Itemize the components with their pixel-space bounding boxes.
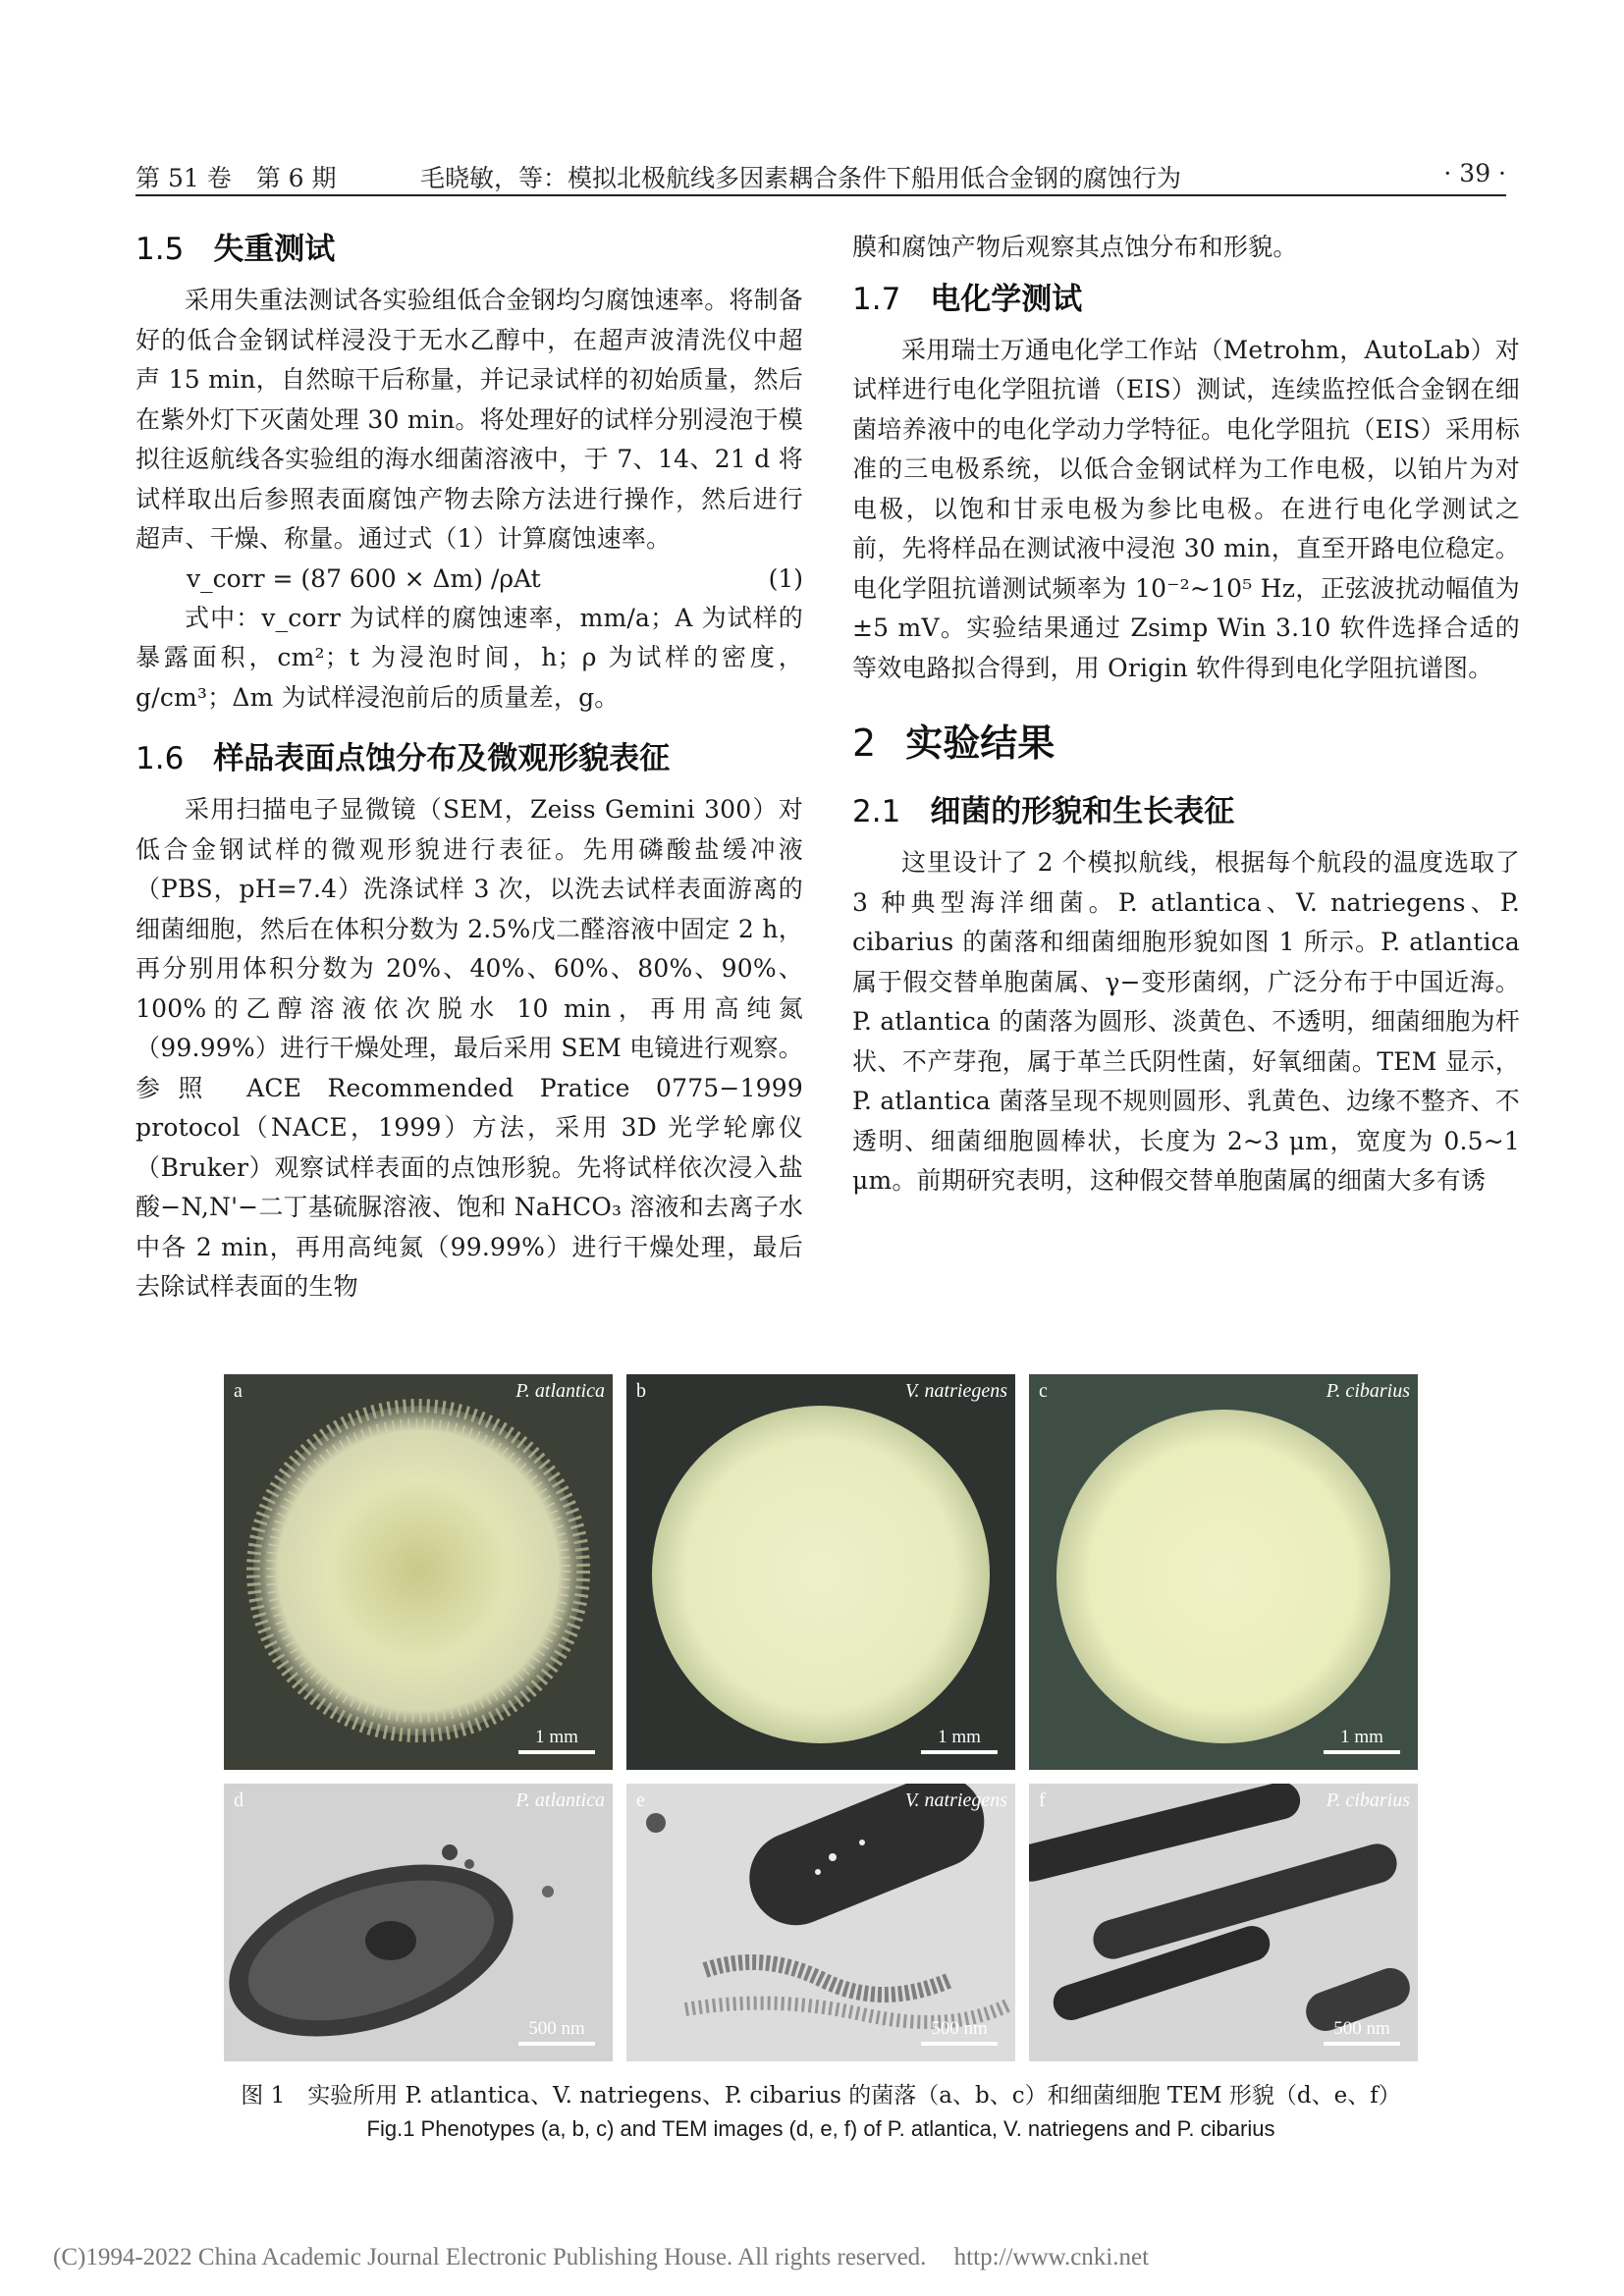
panel-species-label: P. cibarius — [1326, 1789, 1410, 1811]
section-heading-1-5: 1.5 失重测试 — [135, 232, 336, 267]
figure-panel-grid — [224, 1374, 1418, 2061]
panel-d-tem — [224, 1784, 613, 2061]
scale-bar: 1 mm — [1324, 1727, 1400, 1754]
running-header — [135, 147, 1506, 196]
paragraph-equation-symbols: 式中：v_corr 为试样的腐蚀速率，mm/a；A 为试样的暴露面积，cm²；t 为浸泡时间，h；ρ 为试样的密度，g/cm³；Δm 为试样浸泡前后的质量差，g。 — [135, 603, 803, 712]
paragraph-electrochemical: 采用瑞士万通电化学工作站（Metrohm，AutoLab）对试样进行电化学阻抗谱（EIS）测试，连续监控低合金钢在细菌培养液中的电化学动力学特征。电化学阻抗（EIS）采用标准的三电极系统，以低合金钢试样为工作电极，以铂片为对电极，以饱和甘汞电极为参比电极。在进行电化学测试之前，先将样品在测试液中浸泡 30 min，直至开路电位稳定。电化学阻抗谱测试频率为 10⁻²~10⁵ Hz，正弦波扰动幅值为±5 mV。实验结果通过 Zsimp Win 3.10 软件选择合适的等效电路拟合得到，用 Origin 软件得到电化学阻抗谱图。 — [852, 335, 1521, 682]
panel-c-colony — [1029, 1374, 1418, 1770]
paragraph-sem-method: 采用扫描电子显微镜（SEM，Zeiss Gemini 300）对低合金钢试样的微观形貌进行表征。先用磷酸盐缓冲液（PBS，pH=7.4）洗涤试样 3 次，以洗去试样表面游离的细菌细胞，然后在体积分数为 2.5%戊二醛溶液中固定 2 h，再分别用体积分数为 20%、40%、60%、80%、90%、100%的乙醇溶液依次脱水 10 min，再用高纯氮（99.99%）进行干燥处理，最后采用 SEM 电镜进行观察。参照 ACE Recommended Pratice 0775−1999 protocol（NACE，1999）方法，采用 3D 光学轮廓仪（Bruker）观察试样表面的点蚀形貌。先将试样依次浸入盐酸−N,N'−二丁基硫脲溶液、饱和 NaHCO₃ 溶液和去离子水中各 2 min，再用高纯氮（99.99%）进行干燥处理，最后去除试样表面的生物 — [135, 795, 803, 1301]
left-column — [135, 228, 803, 1308]
section-heading-2: 2 实验结果 — [852, 721, 1056, 765]
panel-letter: f — [1039, 1789, 1046, 1811]
scale-bar: 500 nm — [1324, 2018, 1400, 2046]
copyright-footer — [53, 2244, 1149, 2271]
scale-bar: 500 nm — [921, 2018, 998, 2046]
colony-image-c — [1029, 1374, 1418, 1770]
paragraph-continued: 膜和腐蚀产物后观察其点蚀分布和形貌。 — [852, 233, 1298, 261]
equation-number: (1) — [768, 563, 803, 593]
copyright-text: (C)1994-2022 China Academic Journal Electronic Publishing House. All rights reserved. — [53, 2244, 927, 2270]
panel-a-colony — [224, 1374, 613, 1770]
panel-species-label: P. cibarius — [1326, 1380, 1410, 1402]
figure-1 — [224, 1374, 1418, 2146]
scale-bar: 500 nm — [518, 2018, 595, 2046]
panel-species-label: V. natriegens — [904, 1380, 1007, 1402]
header-rule — [135, 194, 1506, 196]
panel-letter: d — [234, 1789, 244, 1811]
section-heading-2-1: 2.1 细菌的形貌和生长表征 — [852, 794, 1235, 829]
figure-caption-en: Fig.1 Phenotypes (a, b, c) and TEM images (d, e, f) of P. atlantica, V. natriegens and P. cibarius — [366, 2116, 1275, 2141]
running-title: 毛晓敏，等：模拟北极航线多因素耦合条件下船用低合金钢的腐蚀行为 — [420, 164, 1182, 192]
figure-caption — [224, 2079, 1418, 2146]
panel-species-label: P. atlantica — [515, 1789, 605, 1811]
colony-image-b — [626, 1374, 1015, 1770]
equation-body: v_corr = (87 600 × Δm) /ρAt — [187, 563, 541, 593]
equation-1 — [135, 560, 803, 599]
scale-bar: 1 mm — [518, 1727, 595, 1754]
panel-letter: e — [636, 1789, 645, 1811]
journal-volume: 第 51 卷 第 6 期 — [135, 164, 337, 192]
panel-f-tem — [1029, 1784, 1418, 2061]
paragraph-weight-loss: 采用失重法测试各实验组低合金钢均匀腐蚀速率。将制备好的低合金钢试样浸没于无水乙醇中，在超声波清洗仪中超声 15 min，自然晾干后称量，并记录试样的初始质量，然后在紫外灯下灭菌处理 30 min。将处理好的试样分别浸泡于模拟往返航线各实验组的海水细菌溶液中，于 7、14、21 d 将试样取出后参照表面腐蚀产物去除方法进行操作，然后进行超声、干燥、称量。通过式（1）计算腐蚀速率。 — [135, 286, 804, 553]
scale-bar: 1 mm — [921, 1727, 998, 1754]
figure-caption-cn: 图 1 实验所用 P. atlantica、V. natriegens、P. cibarius 的菌落（a、b、c）和细菌细胞 TEM 形貌（d、e、f） — [241, 2083, 1401, 2109]
panel-species-label: P. atlantica — [515, 1380, 605, 1402]
cnki-link[interactable]: http://www.cnki.net — [953, 2244, 1150, 2270]
panel-e-tem — [626, 1784, 1015, 2061]
section-heading-1-7: 1.7 电化学测试 — [852, 281, 1083, 317]
right-column — [852, 228, 1520, 1201]
panel-letter: b — [636, 1380, 646, 1402]
paragraph-bacteria-morphology: 这里设计了 2 个模拟航线，根据每个航段的温度选取了 3 种典型海洋细菌。P. atlantica、V. natriegens、P. cibarius 的菌落和细菌细胞形貌如图 1 所示。P. atlantica 属于假交替单胞菌属、γ−变形菌纲，广泛分布于中国近海。P. atlantica 的菌落为圆形、淡黄色、不透明，细菌细胞为杆状、不产芽孢，属于革兰氏阴性菌，好氧细菌。TEM 显示，P. atlantica 菌落呈现不规则圆形、乳黄色、边缘不整齐、不透明、细菌细胞圆棒状，长度为 2~3 μm，宽度为 0.5~1 μm。前期研究表明，这种假交替单胞菌属的细菌大多有诱 — [852, 848, 1520, 1195]
panel-b-colony — [626, 1374, 1015, 1770]
panel-letter: c — [1039, 1380, 1048, 1402]
section-heading-1-6: 1.6 样品表面点蚀分布及微观形貌表征 — [135, 741, 671, 776]
colony-image-a — [224, 1374, 613, 1770]
page-number: · 39 · — [1443, 159, 1506, 187]
panel-species-label: V. natriegens — [904, 1789, 1007, 1811]
panel-letter: a — [234, 1380, 243, 1402]
